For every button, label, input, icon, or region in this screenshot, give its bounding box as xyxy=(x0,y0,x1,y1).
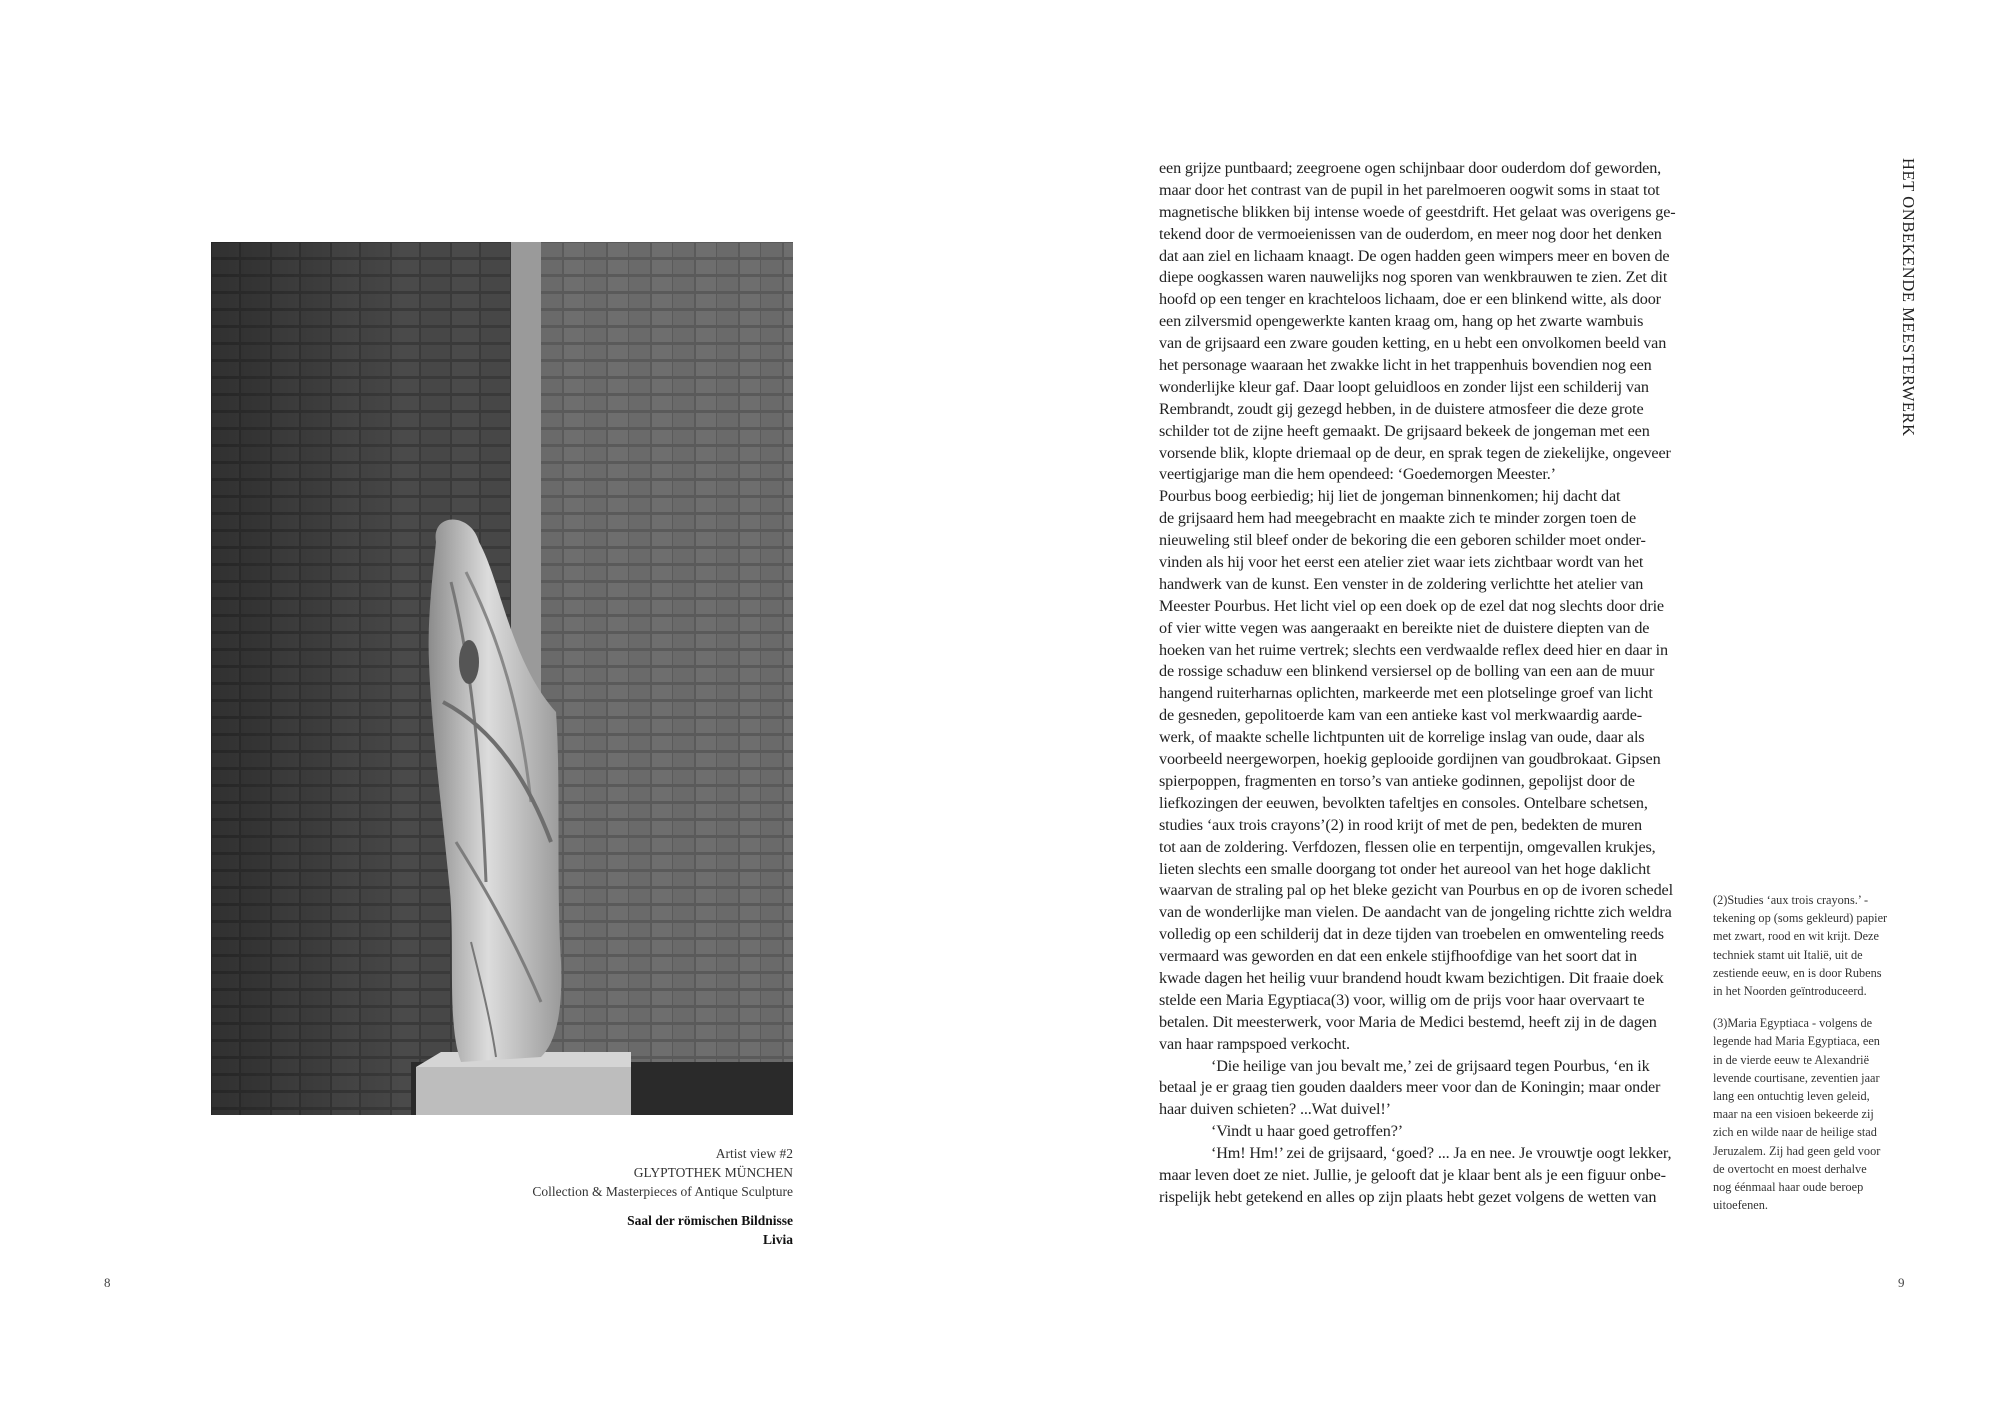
body-line: Meester Pourbus. Het licht viel op een doek op de ezel dat nog slechts door drie xyxy=(1159,596,1664,615)
caption-collection: Collection & Masterpieces of Antique Sculpture xyxy=(532,1184,793,1199)
body-line: stelde een Maria Egyptiaca(3) voor, willig om de prijs voor haar overvaart te xyxy=(1159,990,1645,1009)
body-line: betaal je er graag tien gouden daalders meer voor dan de Koningin; maar onder xyxy=(1159,1078,1661,1097)
body-line: tot aan de zoldering. Verfdozen, flessen olie en terpentijn, omgevallen krukjes, xyxy=(1159,837,1656,856)
caption-label: Artist view #2 xyxy=(715,1146,793,1161)
footnote xyxy=(1713,1014,1913,1214)
body-line: rispelijk hebt getekend en alles op zijn plaats hebt gezet volgens de wetten van xyxy=(1159,1187,1657,1206)
footnote-line: de overtocht en moest derhalve xyxy=(1713,1161,1867,1176)
statue-photo-graphic xyxy=(211,242,793,1115)
body-line: hoofd op een tenger en krachteloos lichaam, doe er een blinkend witte, als door xyxy=(1159,290,1661,309)
body-line: vorsende blik, klopte driemaal op de deur, en sprak tegen de ziekelijke, ongeveer xyxy=(1159,443,1671,462)
statue-photo xyxy=(211,242,793,1115)
footnote-line: uitoefenen. xyxy=(1713,1198,1768,1213)
body-line: veertigjarige man die hem opendeed: ‘Goedemorgen Meester.’ xyxy=(1159,465,1556,484)
footnote-line: in het Noorden geïntroduceerd. xyxy=(1713,984,1867,999)
body-line: nieuweling stil bleef onder de bekoring die een geboren schilder moet onder- xyxy=(1159,531,1646,550)
body-line: handwerk van de kunst. Een venster in de zoldering verlichtte het atelier van xyxy=(1159,574,1644,593)
body-line: maar door het contrast van de pupil in het parelmoeren oogwit soms in staat tot xyxy=(1159,180,1660,199)
body-line: magnetische blikken bij intense woede of geestdrift. Het gelaat was overigens ge- xyxy=(1159,202,1676,221)
caption-museum: GLYPTOTHEK MÜNCHEN xyxy=(633,1165,793,1180)
footnote-line: (2)Studies ‘aux trois crayons.’ - xyxy=(1713,893,1869,907)
body-line: voorbeeld neergeworpen, hoekig geplooide gordijnen van goudbrokaat. Gipsen xyxy=(1159,750,1661,769)
body-line: of vier witte vegen was aangeraakt en bereikte niet de duistere diepten van de xyxy=(1159,618,1650,637)
body-line: werk, of maakte schelle lichtpunten uit de korrelige inslag van oude, daar als xyxy=(1159,728,1645,747)
body-line: maar leven doet ze niet. Jullie, je gelooft dat je klaar bent als je een figuur onbe- xyxy=(1159,1165,1666,1184)
footnote-line: levende courtisane, zeventien jaar xyxy=(1713,1070,1880,1085)
body-line: kwade dagen het heilig vuur brandend houdt kwam bezichtigen. Dit fraaie doek xyxy=(1159,968,1664,987)
body-line: wonderlijke kleur gaf. Daar loopt geluidloos en zonder lijst een schilderij van xyxy=(1159,377,1649,396)
body-line: van de grijsaard een zware gouden ketting, en u hebt een onvolkomen beeld van xyxy=(1159,334,1667,353)
body-line: van haar rampspoed verkocht. xyxy=(1159,1034,1350,1053)
body-line: lieten slechts een smalle doorgang tot onder het aureool van het hoge daklicht xyxy=(1159,859,1651,878)
body-line: spierpoppen, fragmenten en torso’s van antieke godinnen, gepolijst door de xyxy=(1159,771,1635,790)
body-line: een zilversmid opengewerkte kanten kraag om, hang op het zwarte wambuis xyxy=(1159,312,1644,331)
body-line: hangend ruiterharnas oplichten, markeerde met een plotselinge groef van licht xyxy=(1159,684,1653,703)
body-line: de grijsaard hem had meegebracht en maakte zich te minder zorgen toen de xyxy=(1159,509,1637,528)
body-line: Rembrandt, zoudt gij gezegd hebben, in de duistere atmosfeer die deze grote xyxy=(1159,399,1644,418)
footnote-line: maar na een visioen bekeerde zij xyxy=(1713,1107,1874,1122)
body-line: dat aan ziel en lichaam knaagt. De ogen hadden geen wimpers meer en boven de xyxy=(1159,246,1670,265)
body-line: studies ‘aux trois crayons’(2) in rood krijt of met de pen, bedekten de muren xyxy=(1159,815,1642,834)
footnote-line: met zwart, rood en wit krijt. Deze xyxy=(1713,929,1879,944)
body-line: waarvan de straling pal op het bleke gezicht van Pourbus en op de ivoren schedel xyxy=(1159,881,1673,900)
body-line: de rossige schaduw een blinkend versiersel op de bolling van een aan de muur xyxy=(1159,662,1655,681)
body-line: de gesneden, gepolitoerde kam van een antieke kast vol merkwaardig aarde- xyxy=(1159,706,1643,725)
body-line: ‘Die heilige van jou bevalt me,’ zei de grijsaard tegen Pourbus, ‘en ik xyxy=(1211,1056,1650,1075)
footnote-line: zich en wilde naar de heilige stad xyxy=(1713,1125,1877,1140)
body-line: tekend door de vermoeienissen van de ouderdom, en meer nog door het denken xyxy=(1159,224,1662,243)
body-line: van de wonderlijke man vielen. De aandacht van de jongeling richtte zich weldra xyxy=(1159,903,1672,922)
footnote-line: in de vierde eeuw te Alexandrië xyxy=(1713,1052,1870,1067)
body-line: hoeken van het ruime vertrek; slechts een verdwaalde reflex deed hier en daar in xyxy=(1159,640,1668,659)
body-line: betalen. Dit meesterwerk, voor Maria de Medici bestemd, heeft zij in de dagen xyxy=(1159,1012,1657,1031)
footnote-line: lang een ontuchtig leven geleid, xyxy=(1713,1089,1870,1104)
footnote-line: nog éénmaal haar oude beroep xyxy=(1713,1180,1864,1195)
footnote-line: zestiende eeuw, en is door Rubens xyxy=(1713,965,1882,980)
body-line: het personage waaraan het zwakke licht in het trappenhuis bovendien nog een xyxy=(1159,356,1652,375)
body-line: een grijze puntbaard; zeegroene ogen schijnbaar door ouderdom dof geworden, xyxy=(1159,159,1662,177)
footnote-line: legende had Maria Egyptiaca, een xyxy=(1713,1034,1880,1049)
footnote-line: techniek stamt uit Italië, uit de xyxy=(1713,947,1863,962)
caption-subject: Livia xyxy=(762,1232,793,1247)
body-line: liefkozingen der eeuwen, bevolkten tafeltjes en consoles. Ontelbare schetsen, xyxy=(1159,793,1648,812)
body-line: vinden als hij voor het eerst een atelier ziet waar iets zichtbaar wordt van het xyxy=(1159,553,1644,572)
body-line: haar duiven schieten? ...Wat duivel!’ xyxy=(1159,1100,1391,1119)
body-line: ‘Vindt u haar goed getroffen?’ xyxy=(1211,1122,1403,1141)
running-head: HET ONBEKENDE MEESTERWERK xyxy=(1899,158,1918,437)
caption-room: Saal der römischen Bildnisse xyxy=(627,1213,793,1228)
footnote-line: Jeruzalem. Zij had geen geld voor xyxy=(1713,1143,1881,1158)
footnotes xyxy=(1713,891,1913,1228)
body-line: Pourbus boog eerbiedig; hij liet de jongeman binnenkomen; hij dacht dat xyxy=(1159,487,1621,506)
footnote-line: (3)Maria Egyptiaca - volgens de xyxy=(1713,1016,1873,1031)
page-number-right: 9 xyxy=(1898,1275,1905,1290)
footnote xyxy=(1713,891,1913,1000)
body-line: ‘Hm! Hm!’ zei de grijsaard, ‘goed? ... Ja en nee. Je vrouwtje oogt lekker, xyxy=(1211,1144,1672,1163)
photo-caption xyxy=(433,1144,793,1249)
body-text xyxy=(1159,158,1679,1209)
body-line: schilder tot de zijne heeft gemaakt. De grijsaard bekeek de jongeman met een xyxy=(1159,421,1650,440)
body-line: diepe oogkassen waren nauwelijks nog sporen van wenkbrauwen te zien. Zet dit xyxy=(1159,268,1668,287)
body-line: vermaard was geworden en dat een enkele stijfhoofdige van het soort dat in xyxy=(1159,947,1637,966)
footnote-line: tekening op (soms gekleurd) papier xyxy=(1713,911,1888,926)
body-line: volledig op een schilderij dat in deze tijden van troebelen en omwenteling reeds xyxy=(1159,925,1664,944)
page-number-left: 8 xyxy=(104,1275,111,1290)
